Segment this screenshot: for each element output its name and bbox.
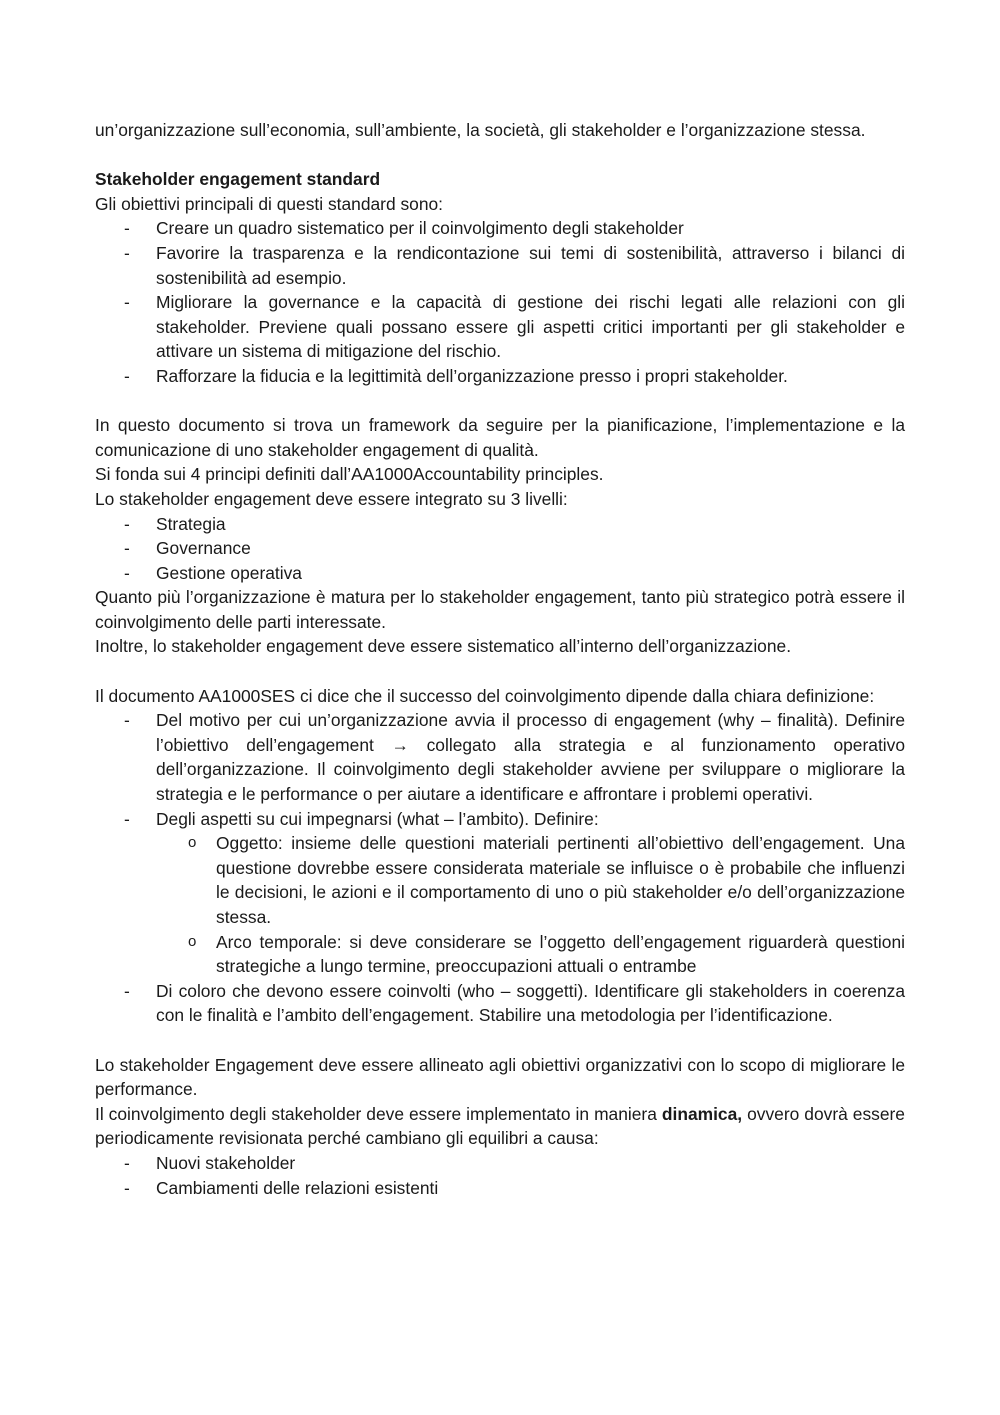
list-item-text: Rafforzare la fiducia e la legittimità dell’organizzazione presso i propri stakeholder. (156, 365, 788, 386)
levels-lead: Lo stakeholder engagement deve essere integrato su 3 livelli: (95, 488, 568, 509)
list-item-text: Favorire la trasparenza e la rendicontazione sui temi di sostenibilità, attraverso i bilanci di sostenibilità ad esempio. (156, 242, 905, 288)
section-heading: Stakeholder engagement standard (95, 169, 381, 190)
list-item-text: Cambiamenti delle relazioni esistenti (156, 1177, 439, 1198)
aa1000ses-paragraph: Il documento AA1000SES ci dice che il successo del coinvolgimento dipende dalla chiara definizione: (95, 685, 875, 706)
alignment-paragraph: Lo stakeholder Engagement deve essere allineato agli obiettivi organizzativi con lo scopo di migliorare le performance. (95, 1054, 905, 1100)
intro-paragraph: un’organizzazione sull’economia, sull’ambiente, la società, gli stakeholder e l’organizzazione stessa. (95, 120, 866, 140)
list-item (95, 536, 905, 561)
dynamic-paragraph (95, 1102, 905, 1151)
list-item (95, 1151, 905, 1176)
dash-bullet: - (124, 1152, 130, 1173)
dash-bullet: - (124, 710, 130, 731)
dash-bullet: - (124, 808, 130, 829)
spacer (95, 1028, 905, 1053)
sublist-item (95, 831, 905, 929)
principles-paragraph: Si fonda sui 4 principi definiti dall’AA1000Accountability principles. (95, 464, 604, 485)
levels-list (95, 512, 905, 586)
spacer (95, 143, 905, 168)
causes-list (95, 1151, 905, 1200)
list-item (95, 290, 905, 364)
document-body (95, 118, 905, 1200)
dash-bullet: - (124, 1177, 130, 1198)
dynamic-text-continued: ovvero dovrà essere periodicamente revisionata perché cambiano gli equilibri a causa: (95, 1103, 905, 1149)
sublist-item-text: Arco temporale: si deve considerare se l’oggetto dell’engagement riguarderà questioni strategiche a lungo termine, preoccupazioni attuali o entrambe (216, 931, 905, 977)
list-item-text: Governance (156, 538, 251, 559)
list-item-why (95, 708, 905, 806)
dash-bullet: - (124, 562, 130, 583)
objectives-list (95, 216, 905, 388)
list-item-text: Nuovi stakeholder (156, 1152, 296, 1173)
spacer (95, 389, 905, 414)
list-item (95, 241, 905, 290)
dash-bullet: - (124, 513, 130, 534)
list-item-text: Migliorare la governance e la capacità di gestione dei rischi legati alle relazioni con gli stakeholder. Previene quali possano essere gli aspetti critici importanti per gli stakeholder e attivare un sistema di mitigazione del rischio. (156, 292, 905, 362)
who-text: Di coloro che devono essere coinvolti (who – soggetti). Identificare gli stakeholders in coerenza con le finalità e l’ambito dell’engagement. Stabilire una metodologia per l’identificazione. (156, 980, 905, 1026)
what-sublist (95, 831, 905, 979)
section1-lead: Gli obiettivi principali di questi standard sono: (95, 193, 443, 214)
list-item (95, 364, 905, 389)
dash-bullet: - (124, 538, 130, 559)
dash-bullet: - (124, 980, 130, 1001)
dynamic-emphasis: dinamica, (661, 1103, 743, 1124)
why-text-continued: collegato alla strategia e al funzionamento operativo dell’organizzazione. Il coinvolgimento degli stakeholder avviene per sviluppare o migliorare la strategia e le performance o per aiutare a identificare e affrontare i problemi operativi. (156, 734, 906, 805)
list-item (95, 1176, 905, 1201)
definition-list (95, 708, 905, 1028)
dash-bullet: - (124, 365, 130, 386)
list-item (95, 512, 905, 537)
list-item-who (95, 979, 905, 1028)
maturity-paragraph: Quanto più l’organizzazione è matura per lo stakeholder engagement, tanto più strategico potrà essere il coinvolgimento delle parti interessate. (95, 587, 905, 632)
sublist-item (95, 930, 905, 979)
list-item (95, 561, 905, 586)
list-item (95, 216, 905, 241)
arrow-right-icon: → (391, 734, 409, 755)
what-text: Degli aspetti su cui impegnarsi (what – l’ambito). Definire: (156, 808, 599, 829)
sublist-item-text: Oggetto: insieme delle questioni materiali pertinenti all’obiettivo dell’engagement. Una questione dovrebbe essere considerata materiale se influisce o è probabile che influenzi le decisioni, le azioni e il comportamento di uno o più stakeholder e/o dell’organizzazione stessa. (216, 833, 905, 927)
dash-bullet: - (124, 242, 130, 263)
list-item-text: Gestione operativa (156, 562, 302, 583)
circle-bullet: o (188, 834, 197, 852)
dynamic-text: Il coinvolgimento degli stakeholder deve essere implementato in maniera (95, 1103, 662, 1124)
list-item-text: Strategia (156, 513, 226, 534)
circle-bullet: o (188, 932, 197, 950)
spacer (95, 659, 905, 684)
list-item-what (95, 807, 905, 979)
dash-bullet: - (124, 292, 130, 313)
why-text: Del motivo per cui un’organizzazione avvia il processo di engagement (why – finalità). Definire l’obiettivo dell’engagement (156, 710, 905, 755)
systematic-paragraph: Inoltre, lo stakeholder engagement deve essere sistematico all’interno dell’organizzazione. (95, 636, 792, 657)
framework-paragraph: In questo documento si trova un framework da seguire per la pianificazione, l’implementazione e la comunicazione di uno stakeholder engagement di qualità. (95, 415, 905, 460)
list-item-text: Creare un quadro sistematico per il coinvolgimento degli stakeholder (156, 218, 684, 239)
dash-bullet: - (124, 218, 130, 239)
